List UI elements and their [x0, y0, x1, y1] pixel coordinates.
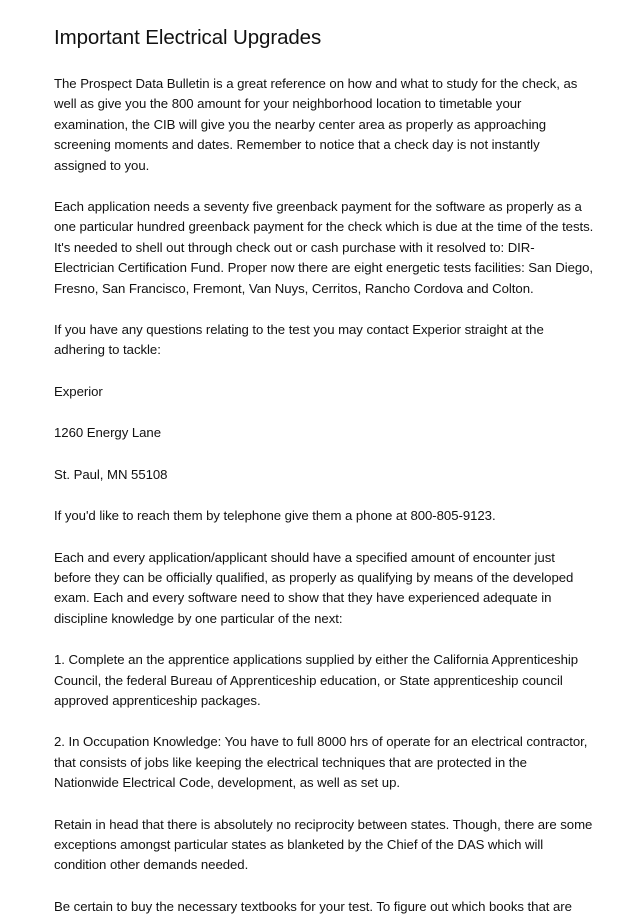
paragraph-contact-intro: If you have any questions relating to the test you may contact Experior straight at the adhering to tackle: — [54, 322, 544, 358]
document-title: Important Electrical Upgrades — [54, 26, 322, 49]
list-item-occupation: 2. In Occupation Knowledge: You have to full 8000 hrs of operate for an electrical contractor, that consists of jobs like keeping the electrical techniques that are protected in the Nationwide Electrical Code, development, as well as set up. — [54, 734, 588, 791]
paragraph-textbooks: Be certain to buy the necessary textbooks for your test. To figure out which books that are — [54, 898, 572, 914]
list-item-apprentice: 1. Complete an the apprentice applications supplied by either the California Apprenticeship Council, the federal Bureau of Apprenticeship education, or State apprenticeship council approved apprenticeship packages. — [54, 652, 579, 708]
paragraph-telephone: If you'd like to reach them by telephone give them a phone at 800-805-9123. — [54, 508, 496, 524]
document-page — [54, 24, 594, 917]
address-city: St. Paul, MN 55108 — [54, 466, 168, 482]
address-company: Experior — [54, 383, 103, 399]
paragraph-bulletin: The Prospect Data Bulletin is a great reference on how and what to study for the check, as well as give you the 800 amount for your neighborhood location to timetable your examination, the CIB will give you the nearby center area as properly as approaching screening moments and dates. Remember to notice that a check day is not instantly assigned to you. — [54, 76, 578, 173]
paragraph-fees: Each application needs a seventy five greenback payment for the software as properly as a one particular hundred greenback payment for the check which is due at the time of the tests. It's needed to shell out through check out or cash purchase with it resolved to: DIR-Electrician Certification Fund. Proper now there are eight energetic tests facilities: San Diego, Fresno, San Francisco, Fremont, Van Nuys, Cerritos, Rancho Cordova and Colton. — [54, 199, 594, 296]
paragraph-experience: Each and every application/applicant should have a specified amount of encounter just before they can be officially qualified, as properly as qualifying by means of the developed exam. Each and every software need to show that they have experienced adequate in discipline knowledge by one particular of the next: — [54, 549, 574, 626]
address-street: 1260 Energy Lane — [54, 425, 161, 441]
paragraph-reciprocity: Retain in head that there is absolutely no reciprocity between states. Though, there are some exceptions amongst particular states as blanketed by the Chief of the DAS which will condition other demands needed. — [54, 816, 593, 873]
